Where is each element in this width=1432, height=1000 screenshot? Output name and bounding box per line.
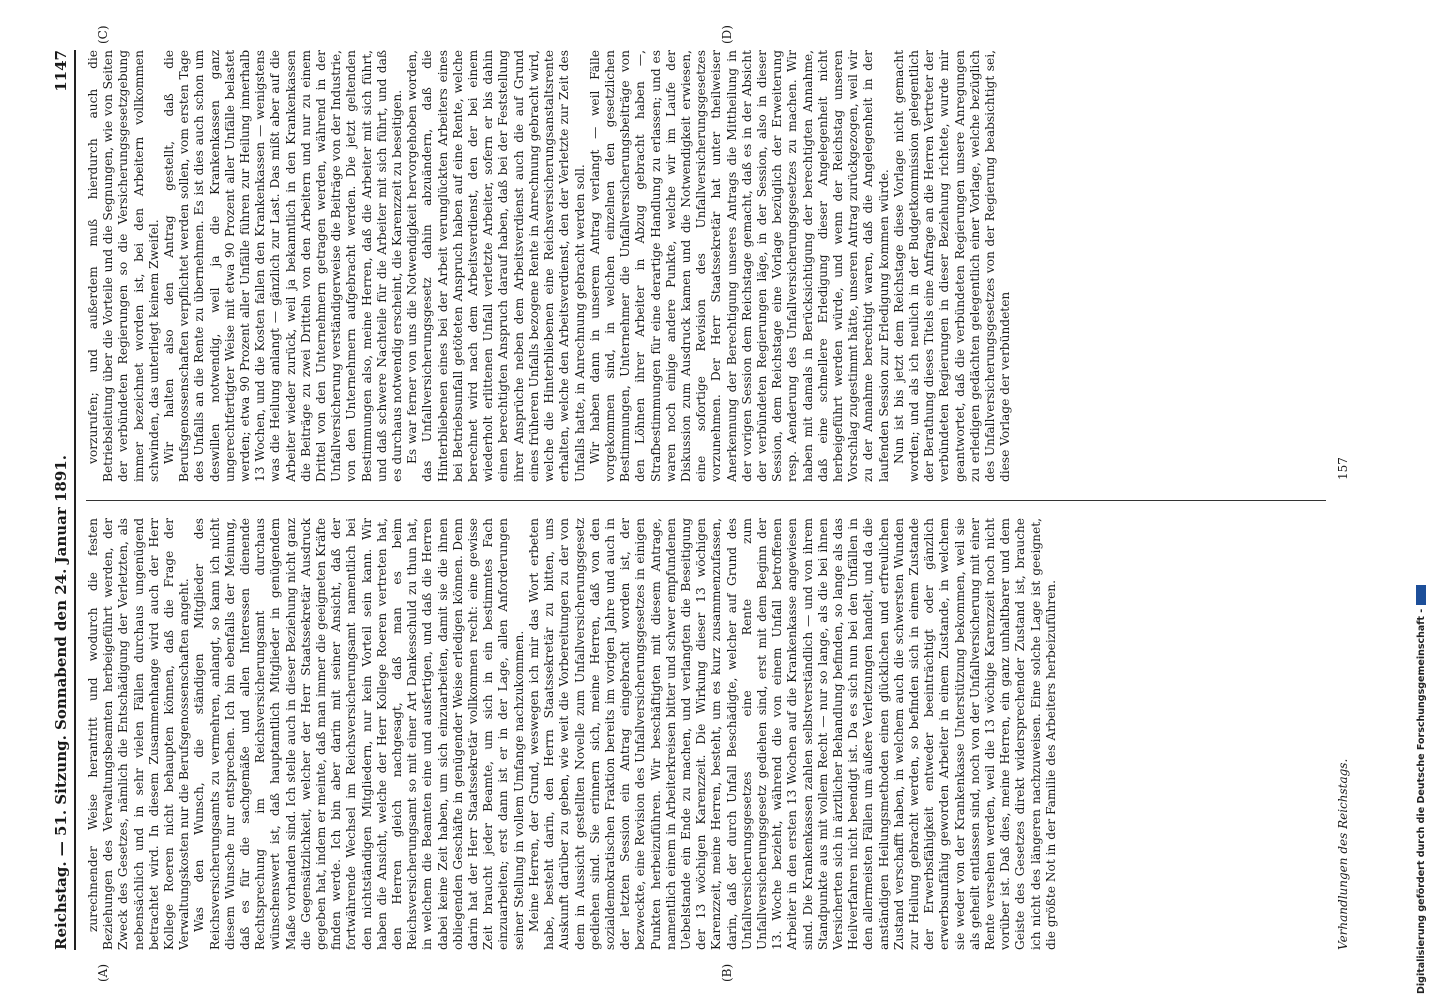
margin-mark-a: (A) [96,963,110,982]
left-paragraph: zurechnender Weise herantritt und wodurch die festen Beziehungen des Verwaltungsbeamten herbeigeführt werden, der Zweck des Gesetzes, nämlich die Entschädigung der Verletzten, als nebensächlich und in sehr vielen Fällen durchaus ungenügend betrachtet wird. In diesem Zusammenhange wird auch der Herr Kollege Roeren nicht behaupten können, daß die Frage der Verwaltungskosten nur die Berufsgenossenschaften angeht. [86,518,192,950]
column-divider [86,500,1326,501]
credit-text: Digitalisierung gefördert durch die Deutsche Forschungsgemeinschaft - [1415,608,1427,994]
right-paragraph: Es war ferner von uns die Notwendigkeit hervorgehoben worden, das Unfallversicherungsgesetz dahin abzuändern, daß die Hinterbliebenen eines bei der Arbeit verunglückten Arbeiters eines bei Betriebsunfall getöteten Anspruch haben auf eine Rente, welche berechnet wird nach dem Arbeitsverdienst, den der bei einem wiederholt erlittenen Unfall verletzte Arbeiter, sofern er bis dahin einen berechtigten Anspruch darauf haben, daß bei der Feststellung ihrer Ansprüche neben dem Arbeitsverdienst auch die auf Grund eines früheren Unfalls bezogene Rente in Anrechnung gebracht wird, welche die Hinterbliebenen eine Reichsversicherungsanstaltsrente erhalten, welche den Arbeitsverdienst, den der Verletzte zur Zeit des Unfalls hatte, in Anrechnung gebracht werden soll. [405,50,587,482]
right-paragraph: Nun ist bis jetzt dem Reichstage diese Vorlage nicht gemacht worden; und als ich neulich in der Budgetkommission gelegentlich der Berathung dieses Titels eine Anfrage an die Herren Vertreter der verbündeten Regierungen in dieser Beziehung richtete, wurde mir geantwortet, daß die verbündeten Regierungen unsere Anregungen zu erledigen gedächten gelegentlich einer Vorlage, welche bezüglich des Unfallversicherungsgesetzes von der Regierung beabsichtigt sei, diese Vorlage der verbündeten [891,50,1013,482]
margin-mark-c: (C) [96,25,110,44]
left-paragraph: Meine Herren, der Grund, weswegen ich mir das Wort erbeten habe, besteht darin, den Herrn Staatssekretär zu bitten, uns Auskunft darüber zu geben, wie weit die Vorbereitungen zu der von dem in Aussicht gestellten Novelle zum Unfallversicherungsgesetz gediehen sind. Sie erinnern sich, meine Herren, daß von den sozialdemokratischen Fraktion bereits im vorigen Jahre und auch in der letzten Session ein Antrag eingebracht worden ist, der bezweckte, eine Revision des Unfallversicherungsgesetzes in einigen Punkten herbeizuführen. Wir beschäftigten mit diesem Antrage, namentlich einem in Arbeiterkreisen bitter und schwer empfundenen Uebelstande ein Ende zu machen, und verlangten die Beseitigung der 13 wöchigen Karenzzeit. Die Wirkung dieser 13 wöchigen Karenzzeit, meine Herren, besteht, um es kurz zusammenzufassen, darin, daß der durch Unfall Beschädigte, welcher auf Grund des Unfallversicherungsgesetzes eine Rente zum Unfallversicherungsgesetz gediehen sind, erst mit dem Beginn der 13. Woche bezieht, während die von einem Unfall betroffenen Arbeiter in den ersten 13 Wochen auf die Krankenkasse angewiesen sind. Die Krankenkassen zahlen selbstverständlich — und von ihrem Standpunkte aus mit vollem Recht — nur so lange, als die bei ihnen Versicherten sich in ärztlicher Behandlung befinden, so lange als das Heilverfahren nicht beendigt ist. Da es sich nun bei den Unfällen in den allermeisten Fällen um äußere Verletzungen handelt, und da die anständigen Heilungsmethoden einen glücklichen und erfreulichen Zustand verschafft haben, in welchem auch die schwersten Wunden zur Heilung gebracht werden, so befinden sich in einem Zustande der Erwerbsfähigkeit entweder beeinträchtigt oder gänzlich erwerbsunfähig geworden Arbeiter in einem Zustande, in welchem sie weder von der Krankenkasse Unterstützung bekommen, weil sie als geheilt entlassen sind, noch von der Unfallversicherung mit einer Rente versehen werden, weil die 13 wöchige Karenzzeit noch nicht vorüber ist. Daß dies, meine Herren, ein ganz unhaltbarer und dem Geiste des Gesetzes direkt widersprechender Zustand ist, brauche ich nicht des längeren nachzuweisen. Eine solche Lage ist geeignet, die größte Not in der Familie des Arbeiters herbeizuführen. [526,518,1058,950]
margin-mark-d: (D) [720,25,734,44]
dfg-logo-icon [1416,585,1426,605]
right-paragraph: Wir halten also den Antrag gestellt, daß die Berufsgenossenschaften verpflichtet werden sollen, vom ersten Tage des Unfalls an die Rente zu übernehmen. Es ist dies auch schon um deswillen notwendig, weil ja die Krankenkassen ganz ungerechtfertigter Weise mit etwa 90 Prozent aller Unfälle belastet werden; etwa 90 Prozent aller Unfälle führen zur Heilung innerhalb 13 Wochen, und die Kosten fallen den Krankenkassen — wenigstens was die Heilung anlangt — gänzlich zur Last. Das mißt aber auf die Arbeiter wieder zurück, weil ja bekanntlich in den Krankenkassen die Beiträge zu zwei Dritteln von den Arbeitern und nur zu einem Drittel von den Unternehmern getragen werden, während in der Unfallversicherung verständigerweise die Beiträge von der Industrie, von den Unternehmern aufgebracht werden. Die jetzt geltenden Bestimmungen also, meine Herren, daß die Arbeiter mit sich führt, und daß schwere Nachteile für die Arbeiter mit sich führt, und daß es durchaus notwendig erscheint, die Karenzzeit zu beseitigen. [162,50,405,482]
left-paragraph: Was den Wunsch, die ständigen Mitglieder des Reichsversicherungsamts zu vermehren, anlangt, so kann ich nicht diesem Wunsche nur entsprechen. Ich bin ebenfalls der Meinung, daß es für die sachgemäße und allen Interessen dienende Rechtsprechung im Reichsversicherungsamt durchaus wünschenswert ist, daß hauptamtlich Mitglieder in genügendem Maße vorhanden sind. Ich stelle auch in dieser Beziehung nicht ganz die Gegensätzlichkeit, welcher der Herr Staatssekretär Ausdruck gegeben hat, indem er meinte, daß man immer die geeigneten Kräfte finden werde. Ich bin aber darin mit seiner Ansicht, daß der fortwährende Wechsel im Reichsversicherungsamt namentlich bei den nichtständigen Mitgliedern, nur kein Vorteil sein kann. Wir haben die Ansicht, welche der Herr Kollege Roeren vertreten hat, den Herren gleich nachgesagt, daß man es beim Reichsversicherungsamt so mit einer Art Dankesschuld zu thun hat, in welchem die Beamten eine und ausfertigen, und daß die Herren dabei keine Zeit haben, um sich einzuarbeiten, damit sie die ihnen obliegenden Geschäfte in genügender Weise erledigen können. Denn darin hat der Herr Staatssekretär vollkommen recht: eine gewisse Zeit braucht jeder Beamte, um sich in ein bestimmtes Fach einzuarbeiten; erst dann ist er in der Lage, allen Anforderungen seiner Stellung in vollem Umfange nachzukommen. [192,518,526,950]
right-column [86,50,1326,482]
footer-source: Verhandlungen des Reichstags. [1336,758,1350,950]
footer-sheet-number: 157 [1336,457,1350,480]
margin-mark-b: (B) [720,963,734,982]
header-title: Reichstag. — 51. Sitzung. Sonnabend den 24. Januar 1891. [52,455,70,950]
right-paragraph: Wir haben dann in unserem Antrag verlangt — weil Fälle vorgekommen sind, in welchen einzelnen den gesetzlichen Bestimmungen, Unternehmer die Unfallversicherungsbeiträge von den Löhnen ihrer Arbeiter in Abzug gebracht haben —, Strafbestimmungen für eine derartige Handlung zu erlassen; und es waren noch einige andere Punkte, welche wir im Laufe der Diskussion zum Ausdruck kamen und die Notwendigkeit erwiesen, eine sofortige Revision des Unfallversicherungsgesetzes vorzunehmen. Der Herr Staatssekretär hat unter theilweiser Anerkennung der Berechtigung unseres Antrags die Mittheilung in der vorigen Session dem Reichstage gemacht, daß es in der Absicht der verbündeten Regierungen läge, in der Session, also in dieser Session, dem Reichstage eine Vorlage bezüglich der Erweiterung resp. Aenderung des Unfallversicherungsgesetzes zu machen. Wir haben mit damals in Berücksichtigung der berechtigten Annahme, daß eine schnellere Erledigung dieser Angelegenheit nicht herbeigeführt werden würde, und wenn der Reichstag unseren Vorschlag zugestimmt hätte, unseren Antrag zurückgezogen, weil wir zu der Annahme berechtigt waren, daß die Angelegenheit in der laufenden Session zur Erledigung kommen würde. [587,50,891,482]
header-page-number: 1147 [52,50,70,92]
running-header [46,50,76,950]
digitization-credit [1410,0,1432,1000]
left-column [86,518,1326,950]
right-paragraph: vorzurufen; und außerdem muß hierdurch auch die Betriebsleitung über die Vorteile und die Segnungen, wie von Seiten der verbündeten Regierungen so die Versicherungsgesetzgebung immer bezeichnet worden ist, bei den Arbeitern vollkommen schwinden, das unterliegt keinem Zweifel. [86,50,161,482]
